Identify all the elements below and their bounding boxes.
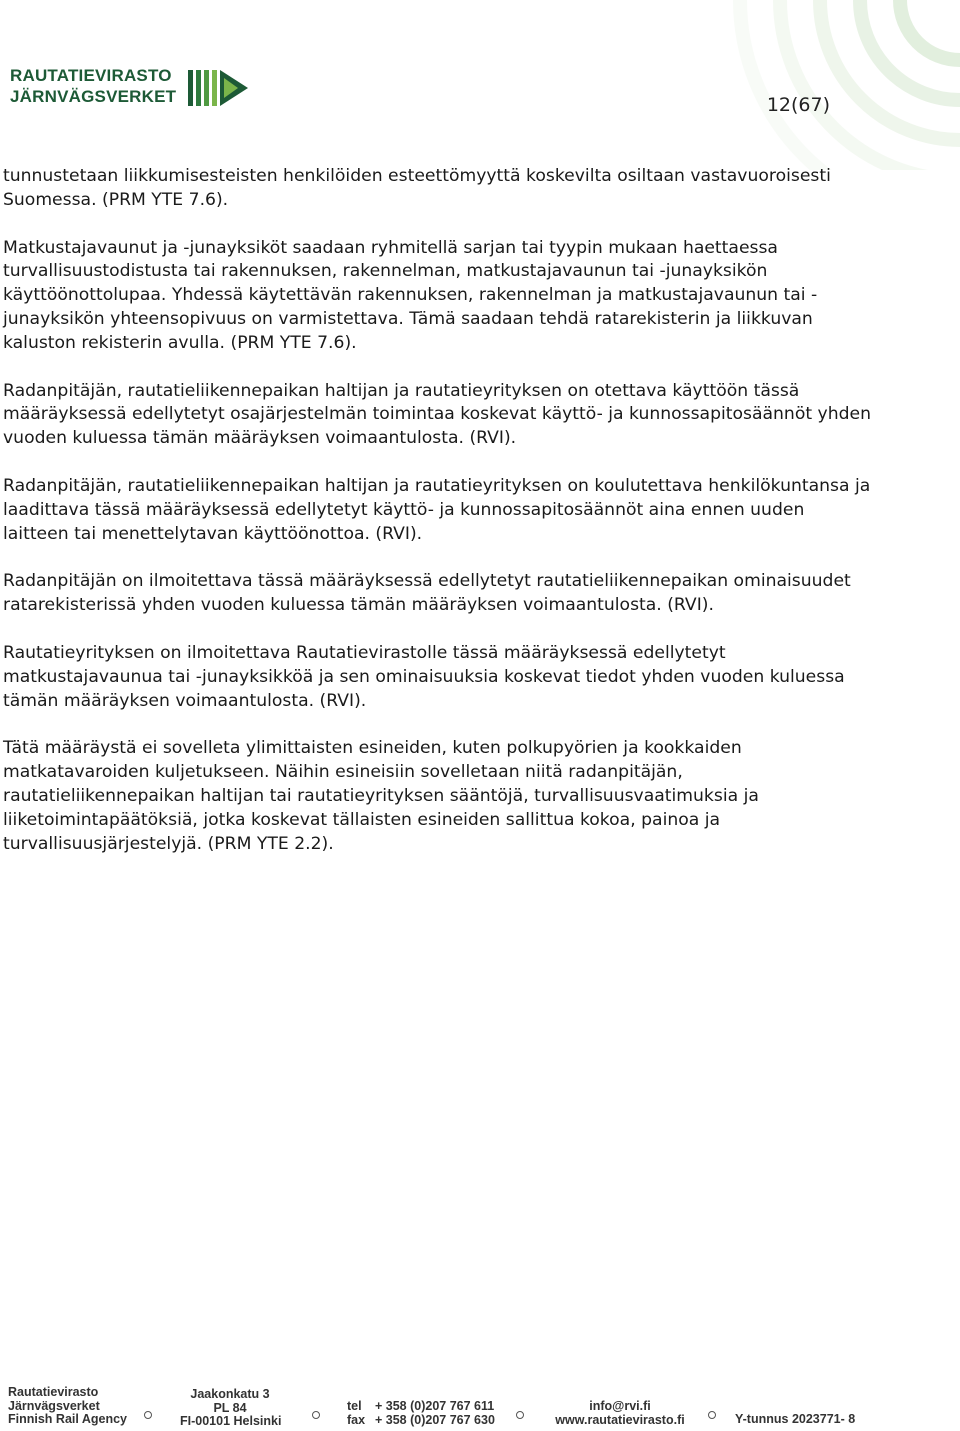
footer-city: FI-00101 Helsinki — [180, 1414, 282, 1429]
logo-text-finnish: RAUTATIEVIRASTO — [10, 66, 172, 85]
footer-organization — [8, 1386, 127, 1427]
footer-org-finnish: Rautatievirasto — [8, 1385, 99, 1399]
logo-text-swedish: JÄRNVÄGSVERKET — [10, 87, 177, 106]
footer-separator-icon — [708, 1411, 716, 1419]
agency-logo — [10, 64, 250, 112]
footer-street: Jaakonkatu 3 — [190, 1387, 270, 1401]
footer-separator-icon — [312, 1411, 320, 1419]
footer-org-swedish: Järnvägsverket — [8, 1398, 100, 1413]
footer-business-id: Y-tunnus 2023771- 8 — [735, 1412, 856, 1426]
page-number: 12(67) — [766, 94, 830, 116]
footer-separator-icon — [516, 1411, 524, 1419]
footer-website-link[interactable]: www.rautatievirasto.fi — [555, 1412, 685, 1427]
rail-logo-icon — [188, 66, 248, 108]
fax-label: fax — [347, 1412, 366, 1427]
tel-number: + 358 (0)207 767 611 — [375, 1399, 495, 1413]
footer-po-box: PL 84 — [213, 1400, 247, 1415]
footer-address — [180, 1388, 280, 1429]
paragraph: Radanpitäjän on ilmoitettava tässä määräyksessä edellytetyt rautatieliikennepaikan ominaisuudet ratarekisterissä yhden vuoden kuluessa tämän määräyksen voimaantulosta. (RVI). — [3, 571, 851, 616]
page-footer — [0, 1382, 960, 1431]
footer-org-english: Finnish Rail Agency — [8, 1412, 128, 1427]
document-body — [3, 165, 873, 880]
footer-email-link[interactable]: info@rvi.fi — [589, 1399, 651, 1413]
paragraph: Matkustajavaunut ja -junayksiköt saadaan ryhmitellä sarjan tai tyypin mukaan haettaessa turvallisuustodistusta tai rakennuksen, rakennelman, matkustajavaunun tai -junayksikön käyttöönottolupaa. Yhdessä käytettävän rakennuksen, rakennelman ja matkustajavaunun tai -junayksikön yhteensopivuus on varmistettava. Tämä saadaan tehdä ratarekisterin ja liikkuvan kaluston rekisterin avulla. (PRM YTE 7.6). — [3, 237, 818, 353]
footer-separator-icon — [144, 1411, 152, 1419]
footer-contact — [552, 1400, 688, 1427]
tel-label: tel — [347, 1399, 362, 1413]
paragraph: Radanpitäjän, rautatieliikennepaikan haltijan ja rautatieyrityksen on otettava käyttöön tässä määräyksessä edellytetyt osajärjestelmän toimintaa koskevat käyttö- ja kunnossapitosäännöt yhden vuoden kuluessa tämän määräyksen voimaantulosta. (RVI). — [3, 380, 871, 449]
footer-phone-block — [347, 1400, 495, 1427]
paragraph: Tätä määräystä ei sovelleta ylimittaisten esineiden, kuten polkupyörien ja kookkaiden matkatavaroiden kuljetukseen. Näihin esineisiin sovelletaan niitä radanpitäjän, rautatieliikennepaikan haltijan tai rautatieyrityksen sääntöjä, turvallisuusvaatimuksia ja liiketoimintapäätöksiä, jotka koskevat tällaisten esineiden sallittua kokoa, painoa ja turvallisuusjärjestelyjä. (PRM YTE 2.2). — [3, 738, 759, 854]
fax-number: + 358 (0)207 767 630 — [375, 1412, 495, 1427]
corner-decoration — [700, 0, 960, 170]
paragraph: tunnustetaan liikkumisesteisten henkilöiden esteettömyyttä koskevilta osiltaan vastavuoroisesti Suomessa. (PRM YTE 7.6). — [3, 166, 831, 210]
paragraph: Rautatieyrityksen on ilmoitettava Rautatievirastolle tässä määräyksessä edellytetyt matkustajavaunua tai -junayksikköä ja sen ominaisuuksia koskevat tiedot yhden vuoden kuluessa tämän määräyksen voimaantulosta. (RVI). — [3, 642, 845, 711]
paragraph: Radanpitäjän, rautatieliikennepaikan haltijan ja rautatieyrityksen on koulutettava henkilökuntansa ja laadittava tässä määräyksessä edellytetyt käyttö- ja kunnossapitosäännöt aina ennen uuden laitteen tai menettelytavan käyttöönottoa. (RVI). — [3, 475, 871, 544]
